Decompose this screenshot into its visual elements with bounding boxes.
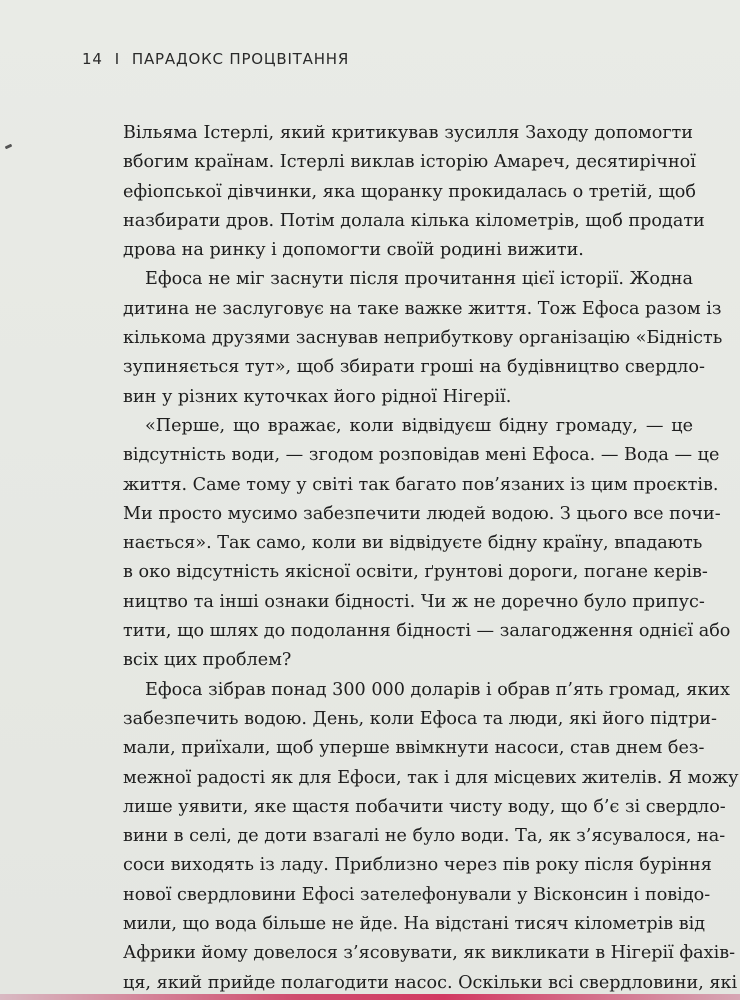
text-line: кількома друзями заснував неприбуткову організацію «Бідність bbox=[123, 328, 723, 349]
text-line: межної радості як для Ефоси, так і для місцевих жителів. Я можу bbox=[123, 767, 739, 788]
text-line: ця, який прийде полагодити насос. Оскільки всі свердловини, які bbox=[123, 972, 738, 993]
running-head bbox=[82, 50, 349, 68]
page-number: 14 bbox=[82, 50, 103, 68]
text-line: вини в селі, де доти взагалі не було води. Та, як з’ясувалося, на- bbox=[123, 826, 726, 847]
text-line: Вільяма Істерлі, який критикував зусилля Заходу допомогти bbox=[123, 123, 693, 143]
header-separator: І bbox=[114, 50, 120, 68]
text-line: Африки йому довелося з’ясовувати, як викликати в Нігерії фахів- bbox=[123, 943, 736, 964]
text-line: відсутність води, — згодом розповідав мені Ефоса. — Вода — це bbox=[123, 445, 720, 466]
text-line: дрова на ринку і допомогти своїй родині вижити. bbox=[123, 240, 584, 261]
text-line: ефіопської дівчинки, яка щоранку прокидалась о третій, щоб bbox=[123, 181, 696, 202]
text-line: життя. Саме тому у світі так багато пов’язаних із цим проєктів. bbox=[123, 474, 719, 495]
text-line: назбирати дров. Потім долала кілька кілометрів, щоб продати bbox=[123, 210, 705, 231]
text-line: нається». Так само, коли ви відвідуєте бідну країну, впадають bbox=[123, 533, 703, 554]
text-line: вин у різних куточках його рідної Нігерії. bbox=[123, 386, 512, 407]
text-line: лише уявити, яке щастя побачити чисту воду, що б’є зі свердло- bbox=[123, 796, 726, 817]
text-line: соси виходять із ладу. Приблизно через пів року після буріння bbox=[123, 855, 712, 876]
margin-mark bbox=[5, 144, 13, 150]
text-line: мили, що вода більше не йде. На відстані тисяч кілометрів від bbox=[123, 914, 706, 935]
text-line: всіх цих проблем? bbox=[123, 650, 292, 671]
text-line: Ми просто мусимо забезпечити людей водою. З цього все почи- bbox=[123, 503, 721, 524]
text-line: нової свердловини Ефосі зателефонували у Вісконсин і повідо- bbox=[123, 884, 711, 905]
text-line: «Перше, що вражає, коли відвідуєш бідну громаду, — це bbox=[145, 415, 693, 436]
text-line: вбогим країнам. Істерлі виклав історію Амареч, десятирічної bbox=[123, 152, 696, 173]
text-line: в око відсутність якісної освіти, ґрунтові дороги, погане керів- bbox=[123, 562, 708, 583]
book-title: ПАРАДОКС ПРОЦВІТАННЯ bbox=[131, 50, 350, 68]
page-bottom-edge bbox=[0, 994, 740, 1000]
text-line: тити, що шлях до подолання бідності — залагодження однієї або bbox=[123, 621, 731, 642]
text-line: зупиняється тут», щоб збирати гроші на будівництво свердло- bbox=[123, 357, 705, 378]
text-line: Ефоса зібрав понад 300 000 доларів і обрав п’ять громад, яких bbox=[145, 679, 730, 700]
text-line: дитина не заслуговує на таке важке життя. Тож Ефоса разом із bbox=[123, 298, 722, 319]
text-line: мали, приїхали, щоб уперше ввімкнути насоси, став днем без- bbox=[123, 738, 705, 759]
text-line: ництво та інші ознаки бідності. Чи ж не доречно було припус- bbox=[123, 591, 705, 612]
text-line: забезпечить водою. День, коли Ефоса та люди, які його підтри- bbox=[123, 708, 717, 729]
text-line: Ефоса не міг заснути після прочитання цієї історії. Жодна bbox=[145, 269, 693, 290]
body-text bbox=[123, 119, 739, 998]
